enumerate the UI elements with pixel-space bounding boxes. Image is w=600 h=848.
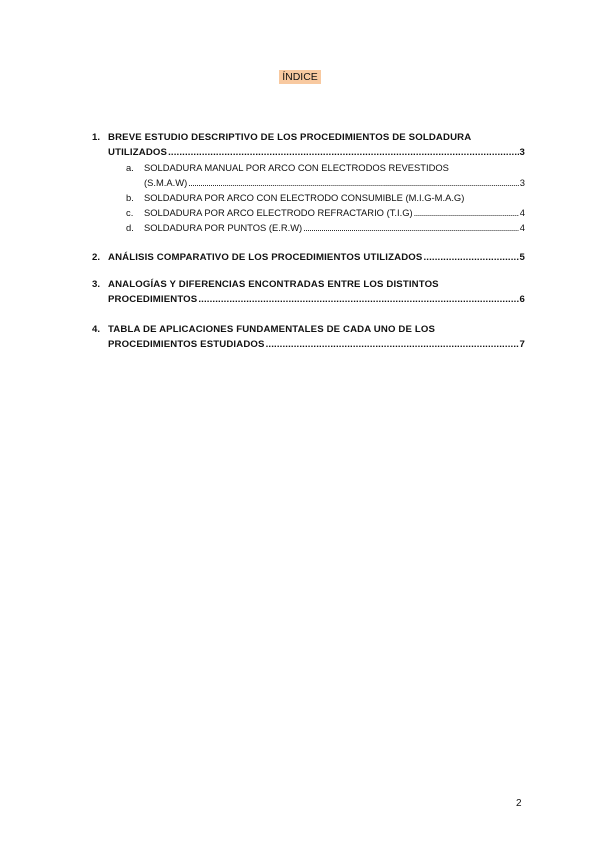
toc-subentry-letter: c. <box>126 207 134 218</box>
index-title-text: ÍNDICE <box>279 70 321 84</box>
toc-entry-4[interactable] <box>92 322 525 352</box>
toc-entry-title: TABLA DE APLICACIONES FUNDAMENTALES DE CADA UNO DE LOS <box>108 324 436 335</box>
toc-entry-1[interactable] <box>92 130 525 160</box>
toc-subentry-d[interactable] <box>126 220 525 235</box>
index-title <box>0 70 600 84</box>
toc-subentry-a[interactable] <box>126 160 525 190</box>
toc-page-number: 4 <box>519 222 525 233</box>
toc-entry-title-cont: PROCEDIMIENTOS <box>108 294 198 305</box>
toc-page-number: 3 <box>519 147 525 158</box>
toc-subentry-letter: a. <box>126 162 134 173</box>
toc-page-number: 5 <box>519 252 525 263</box>
toc-entry-title: ANÁLISIS COMPARATIVO DE LOS PROCEDIMIENTOS UTILIZADOS <box>108 252 423 263</box>
dot-leader <box>423 250 518 265</box>
toc-subentry-title: SOLDADURA POR PUNTOS (E.R.W) <box>144 222 303 233</box>
dot-leader <box>168 145 518 160</box>
toc-entry-2[interactable] <box>92 250 525 265</box>
toc-entry-number: 1. <box>92 132 101 143</box>
toc-entry-number: 3. <box>92 279 101 290</box>
toc-page-number: 6 <box>519 294 525 305</box>
toc-page-number: 4 <box>519 207 525 218</box>
toc-subentry-title: SOLDADURA POR ARCO CON ELECTRODO CONSUMIBLE (M.I.G-M.A.G) <box>144 192 465 203</box>
toc-entry-title-cont: PROCEDIMIENTOS ESTUDIADOS <box>108 339 265 350</box>
dot-leader <box>266 337 519 352</box>
toc-page-number: 7 <box>519 339 525 350</box>
toc-entry-title-cont: UTILIZADOS <box>108 147 168 158</box>
toc-entry-title: ANALOGÍAS Y DIFERENCIAS ENCONTRADAS ENTRE LOS DISTINTOS <box>108 279 439 290</box>
toc-entry-number: 2. <box>92 252 101 263</box>
toc-entry-title: BREVE ESTUDIO DESCRIPTIVO DE LOS PROCEDIMIENTOS DE SOLDADURA <box>108 132 472 143</box>
toc-subentry-title: SOLDADURA MANUAL POR ARCO CON ELECTRODOS REVESTIDOS <box>144 162 449 173</box>
toc-subentry-letter: d. <box>126 222 134 233</box>
toc-subentry-c[interactable] <box>126 205 525 220</box>
toc-subentry-title: SOLDADURA POR ARCO ELECTRODO REFRACTARIO (T.I.G) <box>144 207 413 218</box>
toc-subentry-title-cont: (S.M.A.W) <box>144 177 188 188</box>
dot-leader <box>188 175 519 190</box>
toc-entry-number: 4. <box>92 324 101 335</box>
dot-leader <box>198 292 518 307</box>
page-number: 2 <box>516 798 522 809</box>
toc-subentry-b[interactable] <box>126 190 525 205</box>
dot-leader <box>303 220 519 235</box>
toc-entry-3[interactable] <box>92 277 525 307</box>
toc-page-number: 3 <box>519 177 525 188</box>
dot-leader <box>414 205 519 220</box>
toc-subentry-letter: b. <box>126 192 134 203</box>
